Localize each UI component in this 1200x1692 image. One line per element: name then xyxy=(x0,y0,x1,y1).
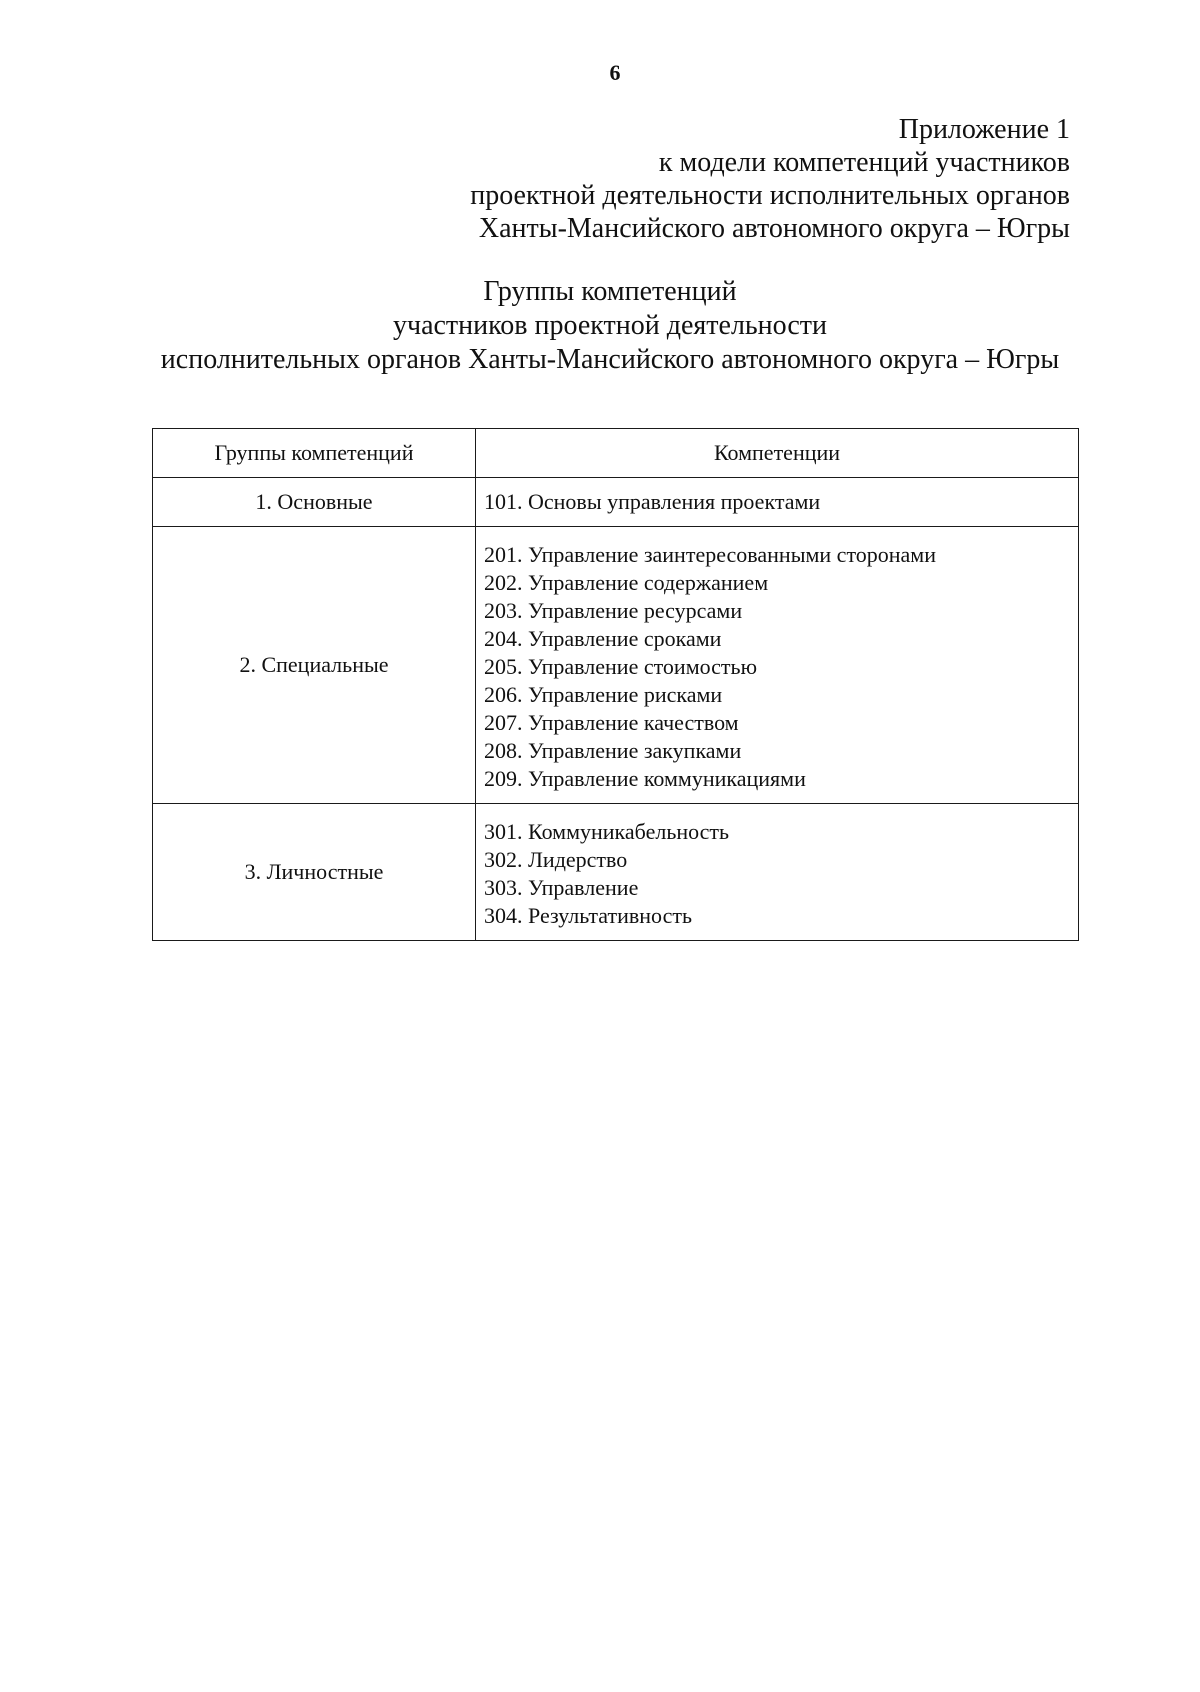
appendix-line: Ханты-Мансийского автономного округа – Югры xyxy=(478,213,1070,244)
header-groups: Группы компетенций xyxy=(153,429,476,478)
competencies-cell xyxy=(476,527,1079,804)
competency-item: 209. Управление коммуникациями xyxy=(484,766,806,791)
group-cell: 2. Специальные xyxy=(153,527,476,804)
competency-item: 208. Управление закупками xyxy=(484,738,742,763)
competency-item: 207. Управление качеством xyxy=(484,710,739,735)
competency-item: 202. Управление содержанием xyxy=(484,570,769,595)
competency-item: 101. Основы управления проектами xyxy=(484,489,821,514)
title-line: исполнительных органов Ханты-Мансийского автономного округа – Югры xyxy=(160,344,1060,375)
header-competencies: Компетенции xyxy=(476,429,1079,478)
competency-item: 206. Управление рисками xyxy=(484,682,723,707)
competency-item: 203. Управление ресурсами xyxy=(484,598,743,623)
competency-table xyxy=(152,428,1079,941)
competency-item: 201. Управление заинтересованными сторонами xyxy=(484,542,936,567)
page-number: 6 xyxy=(609,60,621,85)
title-line: Группы компетенций xyxy=(483,276,737,307)
competency-item: 205. Управление стоимостью xyxy=(484,654,758,679)
document-title xyxy=(150,275,1070,377)
competencies-cell xyxy=(476,478,1079,527)
competency-item: 304. Результативность xyxy=(484,903,693,928)
competency-item: 302. Лидерство xyxy=(484,847,628,872)
competency-item: 303. Управление xyxy=(484,875,639,900)
table-row xyxy=(153,804,1079,941)
appendix-block xyxy=(470,113,1070,245)
group-cell: 3. Личностные xyxy=(153,804,476,941)
appendix-line: к модели компетенций участников xyxy=(658,147,1070,178)
appendix-line: проектной деятельности исполнительных органов xyxy=(470,180,1070,211)
table-header-row xyxy=(153,429,1079,478)
group-cell: 1. Основные xyxy=(153,478,476,527)
table-row xyxy=(153,478,1079,527)
table-row xyxy=(153,527,1079,804)
appendix-line: Приложение 1 xyxy=(898,114,1070,145)
competencies-cell xyxy=(476,804,1079,941)
competency-item: 301. Коммуникабельность xyxy=(484,819,730,844)
title-line: участников проектной деятельности xyxy=(392,310,828,341)
competency-item: 204. Управление сроками xyxy=(484,626,722,651)
